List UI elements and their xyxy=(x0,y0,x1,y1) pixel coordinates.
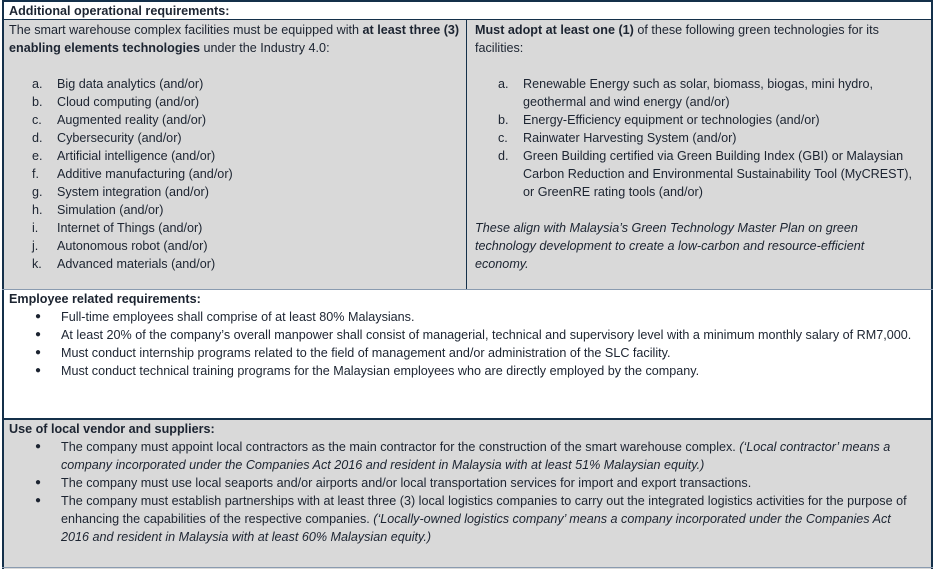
green-tech-note: These align with Malaysia’s Green Technology Master Plan on green technology development to create a low-carbon and resource-efficient economy. xyxy=(475,221,865,271)
list-item-text: System integration (and/or) xyxy=(57,185,209,199)
list-item-text: Simulation (and/or) xyxy=(57,203,164,217)
employee-heading: Employee related requirements: xyxy=(9,292,201,306)
bullet-icon: ● xyxy=(35,365,42,376)
intro-bold-text: Must adopt at least one (1) xyxy=(475,23,634,37)
list-item-text: Autonomous robot (and/or) xyxy=(57,239,208,253)
list-item-text: Green Building certified via Green Building Index (GBI) or Malaysian Carbon Reduction and Environmental Sustainability Tool (MyCREST), or GreenRE rating tools (and/or) xyxy=(523,149,912,199)
list-item xyxy=(9,255,461,273)
list-item-text: Big data analytics (and/or) xyxy=(57,77,204,91)
divider xyxy=(2,567,933,568)
intro-text: of these following green technologies for its facilities: xyxy=(475,23,879,55)
list-item-text: Rainwater Harvesting System (and/or) xyxy=(523,131,737,145)
bullet-item-text xyxy=(61,438,926,474)
list-marker: h. xyxy=(32,203,43,217)
industry40-cell xyxy=(4,20,466,289)
list-item-text: Additive manufacturing (and/or) xyxy=(57,167,233,181)
list-item xyxy=(9,183,461,201)
bullet-icon: ● xyxy=(35,441,42,452)
list-marker: k. xyxy=(32,257,42,271)
bullet-icon: ● xyxy=(35,495,42,506)
industry40-intro xyxy=(9,21,461,57)
employee-list xyxy=(9,308,926,380)
list-item xyxy=(475,147,923,201)
bullet-item xyxy=(9,308,926,326)
bullet-icon: ● xyxy=(35,347,42,358)
requirement-text: Must conduct technical training programs for the Malaysian employees who are directly employed by the company. xyxy=(61,364,700,378)
list-item xyxy=(9,147,461,165)
requirement-text: The company must use local seaports and/or airports and/or local transportation services for import and export transactions. xyxy=(61,476,752,490)
list-marker: c. xyxy=(32,113,42,127)
bullet-icon: ● xyxy=(35,311,42,322)
list-marker: c. xyxy=(498,131,508,145)
list-item xyxy=(9,75,461,93)
bullet-item-text xyxy=(61,326,926,344)
list-item xyxy=(9,111,461,129)
vendor-heading: Use of local vendor and suppliers: xyxy=(9,422,215,436)
requirement-text: The company must appoint local contractors as the main contractor for the construction of the smart warehouse complex. xyxy=(61,440,740,454)
bullet-item xyxy=(9,362,926,380)
list-item-text: Augmented reality (and/or) xyxy=(57,113,207,127)
bullet-item xyxy=(9,438,926,474)
list-item xyxy=(9,129,461,147)
vendor-list xyxy=(9,438,926,546)
list-item-text: Cloud computing (and/or) xyxy=(57,95,200,109)
requirement-text: The company must establish partnerships with at least three (3) local logistics companies to carry out the integrated logistics activities for the purpose of enhancing the capabilities of the respective companies. xyxy=(61,494,907,526)
list-marker: f. xyxy=(32,167,39,181)
requirement-text: Full-time employees shall comprise of at least 80% Malaysians. xyxy=(61,310,415,324)
definition-note: (‘Local contractor’ means a company incorporated under the Companies Act 2016 and resident in Malaysia with at least 51% Malaysian equity.) xyxy=(61,440,891,472)
list-marker: g. xyxy=(32,185,43,199)
list-marker: e. xyxy=(32,149,43,163)
list-marker: b. xyxy=(498,113,509,127)
list-marker: j. xyxy=(32,239,39,253)
employee-section xyxy=(4,290,931,419)
list-item xyxy=(475,129,923,147)
bullet-item-text xyxy=(61,308,926,326)
bullet-item xyxy=(9,344,926,362)
list-item-text: Cybersecurity (and/or) xyxy=(57,131,182,145)
requirement-text: Must conduct internship programs related to the field of management and/or administration of the SLC facility. xyxy=(61,346,671,360)
green-tech-intro xyxy=(475,21,923,57)
list-item xyxy=(9,237,461,255)
green-tech-list xyxy=(475,75,923,201)
list-marker: d. xyxy=(498,149,509,163)
list-marker: d. xyxy=(32,131,43,145)
intro-text: The smart warehouse complex facilities must be equipped with xyxy=(9,23,363,37)
vendor-section xyxy=(4,420,931,569)
bullet-item xyxy=(9,474,926,492)
operational-heading: Additional operational requirements: xyxy=(4,2,931,20)
green-tech-cell xyxy=(467,20,931,289)
list-marker: a. xyxy=(498,77,509,91)
bullet-item-text xyxy=(61,474,926,492)
list-marker: b. xyxy=(32,95,43,109)
bullet-item xyxy=(9,326,926,344)
bullet-item-text xyxy=(61,362,926,380)
list-item-text: Renewable Energy such as solar, biomass, biogas, mini hydro, geothermal and wind energy (and/or) xyxy=(523,77,874,109)
list-item-text: Internet of Things (and/or) xyxy=(57,221,203,235)
list-item xyxy=(9,219,461,237)
intro-bold-text: at least three (3) enabling elements technologies xyxy=(9,23,460,55)
industry40-list xyxy=(9,75,461,273)
definition-note: (‘Locally-owned logistics company’ means a company incorporated under the Companies Act 2016 and resident in Malaysia with at least 60% Malaysian equity.) xyxy=(61,512,891,544)
requirement-text: At least 20% of the company’s overall manpower shall consist of managerial, technical and supervisory level with a minimum monthly salary of RM7,000. xyxy=(61,328,912,342)
intro-text-end: under the Industry 4.0: xyxy=(200,41,330,55)
bullet-item-text xyxy=(61,492,926,546)
list-marker: i. xyxy=(32,221,39,235)
bullet-item xyxy=(9,492,926,546)
list-item xyxy=(475,111,923,129)
list-item-text: Advanced materials (and/or) xyxy=(57,257,216,271)
list-item xyxy=(9,165,461,183)
list-item-text: Artificial intelligence (and/or) xyxy=(57,149,216,163)
bullet-item-text xyxy=(61,344,926,362)
list-marker: a. xyxy=(32,77,43,91)
bullet-icon: ● xyxy=(35,329,42,340)
list-item xyxy=(475,75,923,111)
list-item xyxy=(9,93,461,111)
bullet-icon: ● xyxy=(35,477,42,488)
list-item-text: Energy-Efficiency equipment or technologies (and/or) xyxy=(523,113,820,127)
list-item xyxy=(9,201,461,219)
